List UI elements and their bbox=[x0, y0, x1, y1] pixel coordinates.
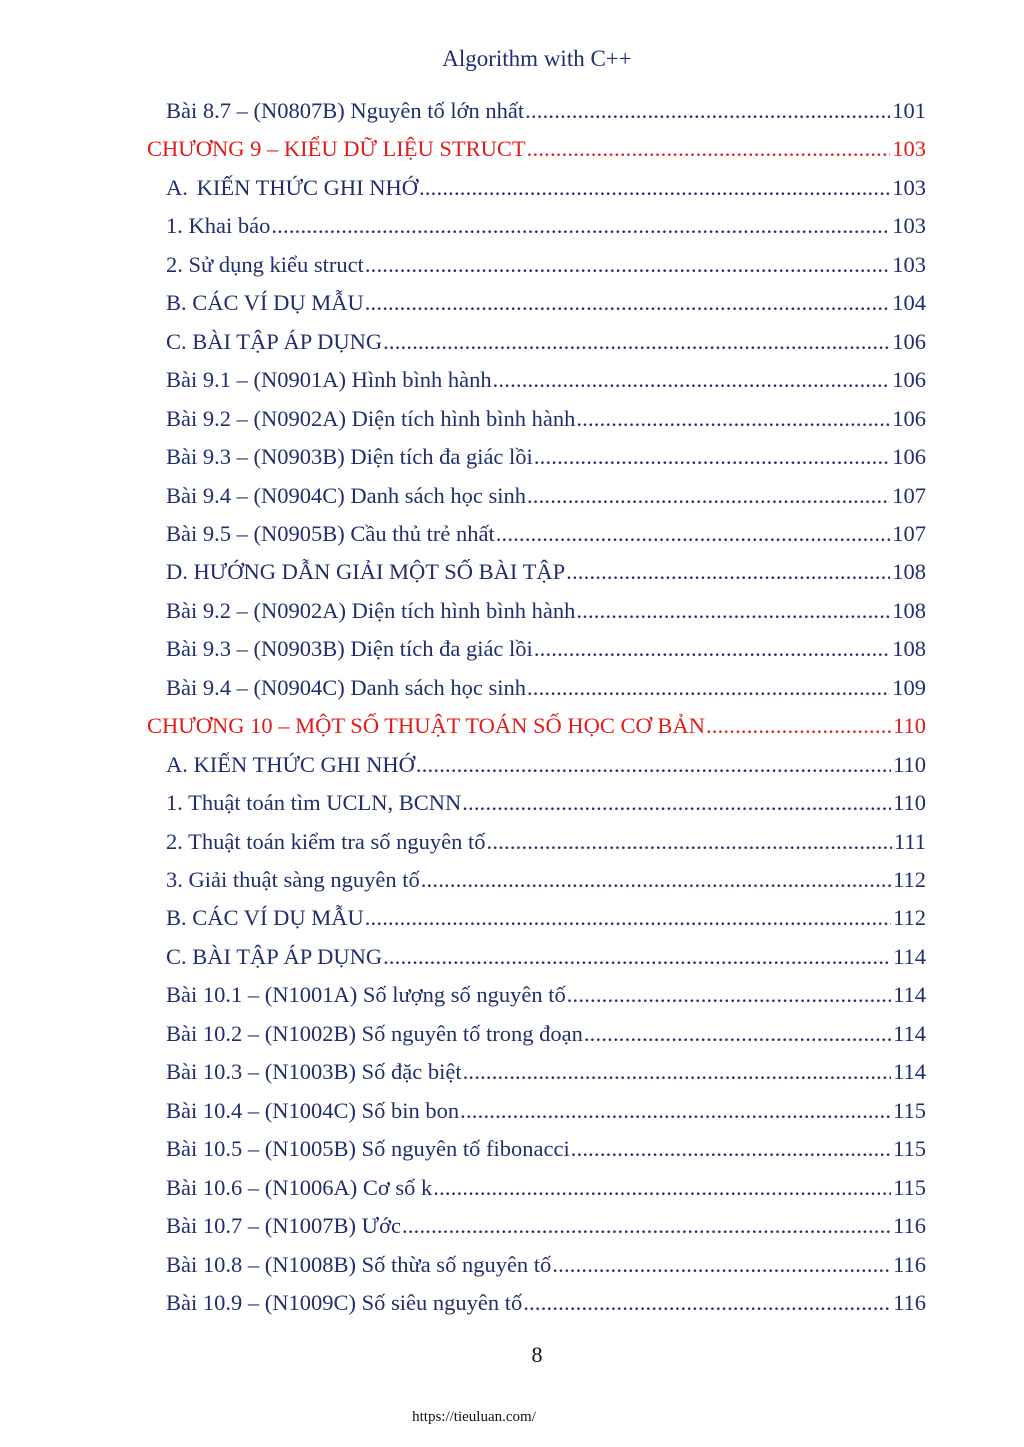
toc-entry-row[interactable] bbox=[166, 1015, 926, 1053]
footer-url[interactable]: https://tieuluan.com/ bbox=[412, 1409, 536, 1425]
toc-dot-leader bbox=[534, 630, 890, 668]
toc-chapter-row[interactable] bbox=[147, 130, 926, 168]
toc-dot-leader bbox=[487, 823, 892, 861]
toc-dot-leader bbox=[271, 207, 890, 245]
toc-page-number: 112 bbox=[893, 905, 926, 931]
toc-entry-label: CHƯƠNG 9 – KIỂU DỮ LIỆU STRUCT bbox=[147, 136, 526, 162]
toc-entry-row[interactable] bbox=[166, 938, 926, 976]
toc-dot-leader bbox=[576, 592, 890, 630]
toc-entry-row[interactable] bbox=[166, 515, 926, 553]
toc-dot-leader bbox=[576, 400, 890, 438]
toc-entry-label: Bài 10.7 – (N1007B) Ước bbox=[166, 1213, 401, 1239]
toc-page-number: 115 bbox=[893, 1136, 926, 1162]
toc-dot-leader bbox=[534, 438, 890, 476]
toc-page-number: 108 bbox=[892, 559, 926, 585]
toc-page-number: 111 bbox=[893, 828, 926, 854]
toc-page-number: 110 bbox=[893, 751, 926, 777]
toc-entry-row[interactable] bbox=[166, 477, 926, 515]
toc-page-number: 114 bbox=[893, 943, 926, 969]
toc-page-number: 107 bbox=[892, 520, 926, 546]
toc-entry-label: C. BÀI TẬP ÁP DỤNG bbox=[166, 943, 383, 969]
toc-dot-leader bbox=[493, 361, 891, 399]
toc-entry-label: Bài 9.3 – (N0903B) Diện tích đa giác lồi bbox=[166, 636, 533, 662]
toc-dot-leader bbox=[571, 1130, 891, 1168]
page-number: 8 bbox=[531, 1342, 543, 1367]
toc-page-number: 106 bbox=[892, 367, 926, 393]
toc-page-number: 106 bbox=[892, 444, 926, 470]
toc-entry-row[interactable] bbox=[166, 630, 926, 668]
toc-entry-label: Bài 9.4 – (N0904C) Danh sách học sinh bbox=[166, 674, 526, 700]
toc-entry-label: D. HƯỚNG DẪN GIẢI MỘT SỐ BÀI TẬP bbox=[166, 559, 566, 585]
toc-entry-label: Bài 9.5 – (N0905B) Cầu thủ trẻ nhất bbox=[166, 520, 495, 546]
toc-page-number: 116 bbox=[893, 1251, 926, 1277]
toc-page-number: 101 bbox=[892, 98, 926, 123]
toc-entry-label: B. CÁC VÍ DỤ MẪU bbox=[166, 290, 364, 316]
toc-dot-leader bbox=[462, 784, 891, 822]
toc-dot-leader bbox=[383, 323, 890, 361]
toc-dot-leader bbox=[460, 1092, 891, 1130]
toc-entry-label: B. CÁC VÍ DỤ MẪU bbox=[166, 905, 364, 931]
toc-dot-leader bbox=[567, 976, 891, 1014]
toc-entry-label: Bài 8.7 – (N0807B) Nguyên tố lớn nhất bbox=[166, 98, 525, 123]
toc-page-number: 106 bbox=[892, 328, 926, 354]
toc-dot-leader bbox=[584, 1015, 891, 1053]
toc-entry-row[interactable] bbox=[166, 784, 926, 822]
toc-entry-label: Bài 10.4 – (N1004C) Số bin bon bbox=[166, 1097, 460, 1123]
toc-entry-label: 2. Thuật toán kiểm tra số nguyên tố bbox=[166, 828, 486, 854]
toc-entry-row[interactable] bbox=[166, 361, 926, 399]
toc-entry-label: Bài 10.6 – (N1006A) Cơ số k bbox=[166, 1174, 433, 1200]
toc-entry-row[interactable] bbox=[166, 207, 926, 245]
toc-entry-row[interactable] bbox=[166, 1130, 926, 1168]
toc-dot-leader bbox=[527, 130, 891, 168]
toc-entry-label: Bài 9.2 – (N0902A) Diện tích hình bình hành bbox=[166, 405, 576, 431]
toc-entry-label: 2. Sử dụng kiểu struct bbox=[166, 251, 364, 277]
toc-entry-label: Bài 10.8 – (N1008B) Số thừa số nguyên tố bbox=[166, 1251, 552, 1277]
toc-page-number: 103 bbox=[892, 213, 926, 239]
toc-page-number: 103 bbox=[892, 174, 926, 200]
toc-entry-label-text: KIẾN THỨC GHI NHỚ bbox=[196, 174, 419, 200]
toc-entry-label: 3. Giải thuật sàng nguyên tố bbox=[166, 867, 420, 892]
toc-page-number: 107 bbox=[892, 482, 926, 508]
toc-entry-row[interactable] bbox=[166, 323, 926, 361]
toc-entry-label: Bài 9.1 – (N0901A) Hình bình hành bbox=[166, 367, 492, 393]
toc-page-number: 106 bbox=[892, 405, 926, 431]
toc-entry-label: Bài 10.2 – (N1002B) Số nguyên tố trong đoạn bbox=[166, 1020, 583, 1046]
toc-entry-row[interactable] bbox=[166, 746, 926, 784]
toc-entry-row[interactable] bbox=[166, 553, 926, 591]
toc-page-number: 103 bbox=[892, 251, 926, 277]
toc-dot-leader bbox=[552, 1246, 891, 1284]
toc-entry-row[interactable] bbox=[166, 1246, 926, 1284]
toc-dot-leader bbox=[365, 246, 890, 284]
toc-dot-leader bbox=[525, 92, 890, 130]
toc-dot-leader bbox=[421, 861, 891, 899]
toc-page-number: 108 bbox=[892, 597, 926, 623]
toc-entry-label: 1. Thuật toán tìm UCLN, BCNN bbox=[166, 790, 462, 816]
toc-dot-leader bbox=[496, 515, 891, 553]
toc-entry-label: Bài 10.1 – (N1001A) Số lượng số nguyên tố bbox=[166, 982, 566, 1008]
toc-entry-row[interactable] bbox=[166, 1092, 926, 1130]
toc-dot-leader bbox=[433, 1169, 891, 1207]
toc-dot-leader bbox=[527, 669, 890, 707]
toc-entry-label: Bài 10.5 – (N1005B) Số nguyên tố fibonacci bbox=[166, 1136, 570, 1162]
toc-entry-row[interactable] bbox=[166, 1169, 926, 1207]
toc-dot-leader bbox=[463, 1053, 891, 1091]
toc-entry-row[interactable] bbox=[166, 284, 926, 322]
toc-entry-label: Bài 9.4 – (N0904C) Danh sách học sinh bbox=[166, 482, 526, 508]
toc-page-number: 114 bbox=[893, 1059, 926, 1085]
toc-page-number: 114 bbox=[893, 1020, 926, 1046]
toc-entry-row[interactable] bbox=[166, 976, 926, 1014]
toc-entry-row[interactable] bbox=[166, 861, 926, 899]
toc-entry-row[interactable] bbox=[166, 899, 926, 937]
toc-page-number: 116 bbox=[893, 1213, 926, 1239]
toc-entry-label: Bài 10.3 – (N1003B) Số đặc biệt bbox=[166, 1059, 462, 1085]
toc-dot-leader bbox=[416, 746, 891, 784]
toc-entry-row[interactable] bbox=[166, 246, 926, 284]
toc-dot-leader bbox=[419, 169, 890, 207]
toc-entry-label: A. bbox=[166, 174, 188, 200]
toc-entry-row[interactable] bbox=[166, 823, 926, 861]
toc-entry-row[interactable] bbox=[166, 1053, 926, 1091]
toc-dot-leader bbox=[402, 1207, 891, 1245]
toc-dot-leader bbox=[365, 899, 891, 937]
toc-entry-row[interactable] bbox=[166, 169, 926, 207]
toc-entry-row[interactable] bbox=[166, 92, 926, 130]
toc-page-number: 114 bbox=[893, 982, 926, 1008]
toc-page-number: 110 bbox=[893, 790, 926, 816]
toc-entry-label: 1. Khai báo bbox=[166, 213, 271, 239]
toc-dot-leader bbox=[365, 284, 891, 322]
toc-entry-label: CHƯƠNG 10 – MỘT SỐ THUẬT TOÁN SỐ HỌC CƠ BẢN bbox=[147, 713, 705, 739]
toc-entry-label: Bài 9.3 – (N0903B) Diện tích đa giác lồi bbox=[166, 444, 533, 470]
toc-dot-leader bbox=[706, 707, 891, 745]
toc-dot-leader bbox=[566, 553, 890, 591]
toc-dot-leader bbox=[383, 938, 891, 976]
toc-page-number: 108 bbox=[892, 636, 926, 662]
toc-entry-row[interactable] bbox=[166, 438, 926, 476]
toc-entry-label: Bài 9.2 – (N0902A) Diện tích hình bình hành bbox=[166, 597, 576, 623]
toc-page-number: 109 bbox=[892, 674, 926, 700]
toc-page-number: 110 bbox=[893, 713, 926, 739]
toc-page-number: 115 bbox=[893, 1174, 926, 1200]
toc-entry-row[interactable] bbox=[166, 669, 926, 707]
toc-entry-row[interactable] bbox=[166, 1207, 926, 1245]
toc-page-number: 116 bbox=[893, 1289, 926, 1315]
toc-entry-label: C. BÀI TẬP ÁP DỤNG bbox=[166, 328, 383, 354]
toc-chapter-row[interactable] bbox=[147, 707, 926, 745]
toc-entry-row[interactable] bbox=[166, 1284, 926, 1322]
toc-page-number: 112 bbox=[893, 867, 926, 892]
toc-entry-row[interactable] bbox=[166, 400, 926, 438]
toc-entry-label: A. KIẾN THỨC GHI NHỚ bbox=[166, 751, 415, 777]
toc-page-number: 115 bbox=[893, 1097, 926, 1123]
document-header-title: Algorithm with C++ bbox=[442, 46, 632, 71]
toc-page-number: 104 bbox=[892, 290, 926, 316]
toc-dot-leader bbox=[523, 1284, 891, 1322]
toc-entry-label: Bài 10.9 – (N1009C) Số siêu nguyên tố bbox=[166, 1289, 523, 1315]
toc-entry-row[interactable] bbox=[166, 592, 926, 630]
toc-page-number: 103 bbox=[892, 136, 926, 162]
toc-dot-leader bbox=[527, 477, 890, 515]
